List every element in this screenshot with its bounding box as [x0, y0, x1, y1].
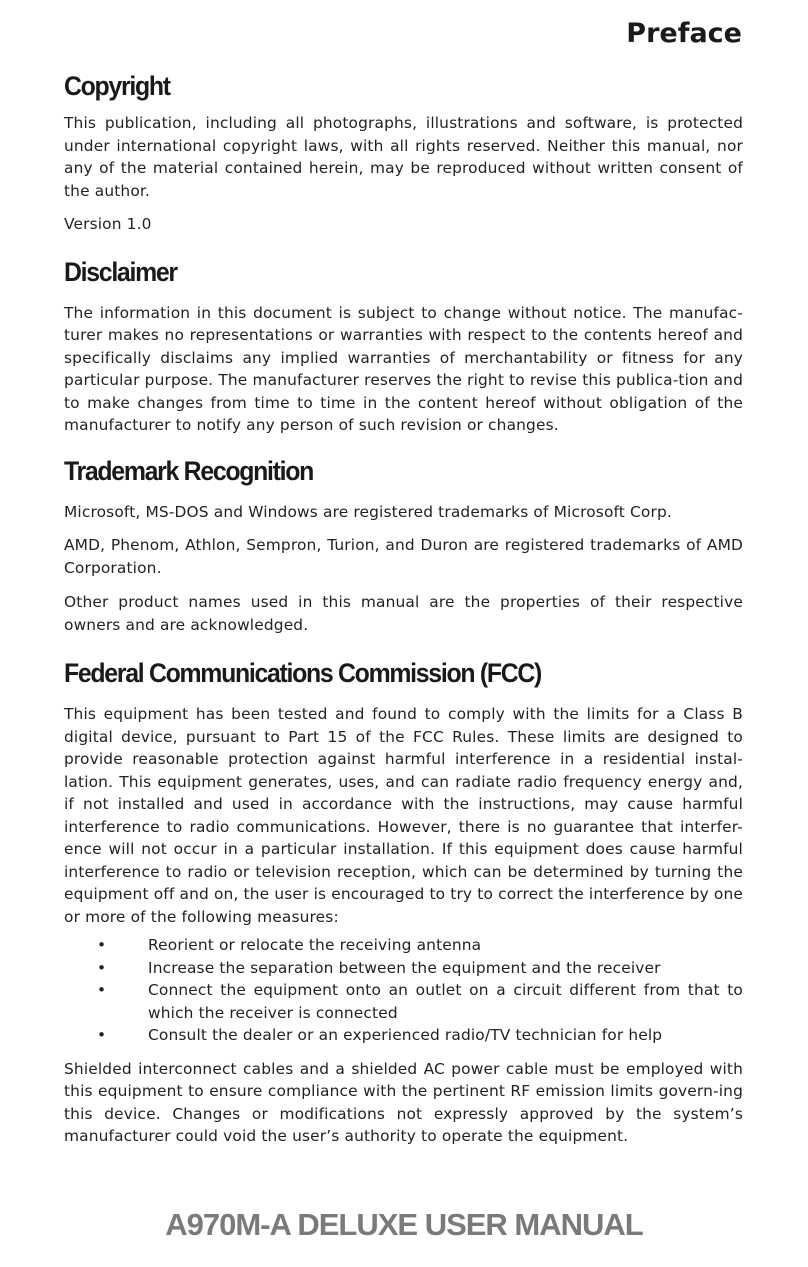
copyright-heading: Copyright	[64, 71, 170, 101]
bullet-icon: •	[97, 1026, 107, 1044]
fcc-measures-list	[64, 934, 743, 1047]
disclaimer-paragraph: The information in this document is subject to change without notice. The manufac-turer makes no representations or warranties with respect to the contents hereof and specifically disclaims any implied warranties of merchantability or fitness for any particular purpose. The manufacturer reserves the right to revise this publica-tion and to make changes from time to time in the content hereof without obligation of the manufacturer to notify any person of such revision or changes.	[64, 303, 743, 434]
bullet-icon: •	[97, 958, 107, 977]
document-body	[64, 64, 743, 1148]
fcc-heading: Federal Communications Commission (FCC)	[64, 658, 541, 688]
page-header: Preface	[626, 18, 742, 49]
trademark-other: Other product names used in this manual are the properties of their respective owners and are acknowledged.	[64, 593, 743, 634]
measure-text: Increase the separation between the equipment and the receiver	[148, 958, 661, 977]
measure-text: Reorient or relocate the receiving antenna	[148, 936, 482, 954]
bullet-icon: •	[97, 936, 107, 954]
list-item	[64, 957, 743, 980]
copyright-paragraph: This publication, including all photographs, illustrations and software, is protected under international copyright laws, with all rights reserved. Neither this manual, nor any of the material contained herein, may be reproduced without written consent of the author.	[64, 114, 743, 200]
trademark-amd: AMD, Phenom, Athlon, Sempron, Turion, and Duron are registered trademarks of AMD Corporation.	[64, 536, 743, 577]
version-text: Version 1.0	[64, 215, 152, 233]
measure-text: Consult the dealer or an experienced radio/TV technician for help	[148, 1026, 663, 1044]
list-item	[64, 1024, 743, 1047]
list-item	[64, 979, 743, 1024]
fcc-closing: Shielded interconnect cables and a shielded AC power cable must be employed with this equipment to ensure compliance with the pertinent RF emission limits govern-ing this device. Changes or modifications not expressly approved by the system’s manufacturer could void the user’s authority to operate the equipment.	[64, 1059, 743, 1145]
trademark-microsoft: Microsoft, MS-DOS and Windows are registered trademarks of Microsoft Corp.	[64, 502, 672, 521]
fcc-intro: This equipment has been tested and found to comply with the limits for a Class B digital device, pursuant to Part 15 of the FCC Rules. These limits are designed to provide reasonable protection against harmful interference in a residential instal-lation. This equipment generates, uses, and can radiate radio frequency energy and, if not installed and used in accordance with the instructions, may cause harmful interference to radio communications. However, there is no guarantee that interfer-ence will not occur in a particular installation. If this equipment does cause harmful interference to radio or television reception, which can be determined by turning the equipment off and on, the user is encouraged to try to correct the interference by one or more of the following measures:	[64, 705, 743, 926]
list-item	[64, 934, 743, 957]
measure-text: Connect the equipment onto an outlet on a circuit different from that to which the receiver is connected	[148, 981, 743, 1022]
page-footer: A970M-A DELUXE USER MANUAL	[165, 1207, 643, 1242]
disclaimer-heading: Disclaimer	[64, 256, 177, 287]
trademark-heading: Trademark Recognition	[64, 455, 314, 486]
bullet-icon: •	[97, 981, 107, 999]
